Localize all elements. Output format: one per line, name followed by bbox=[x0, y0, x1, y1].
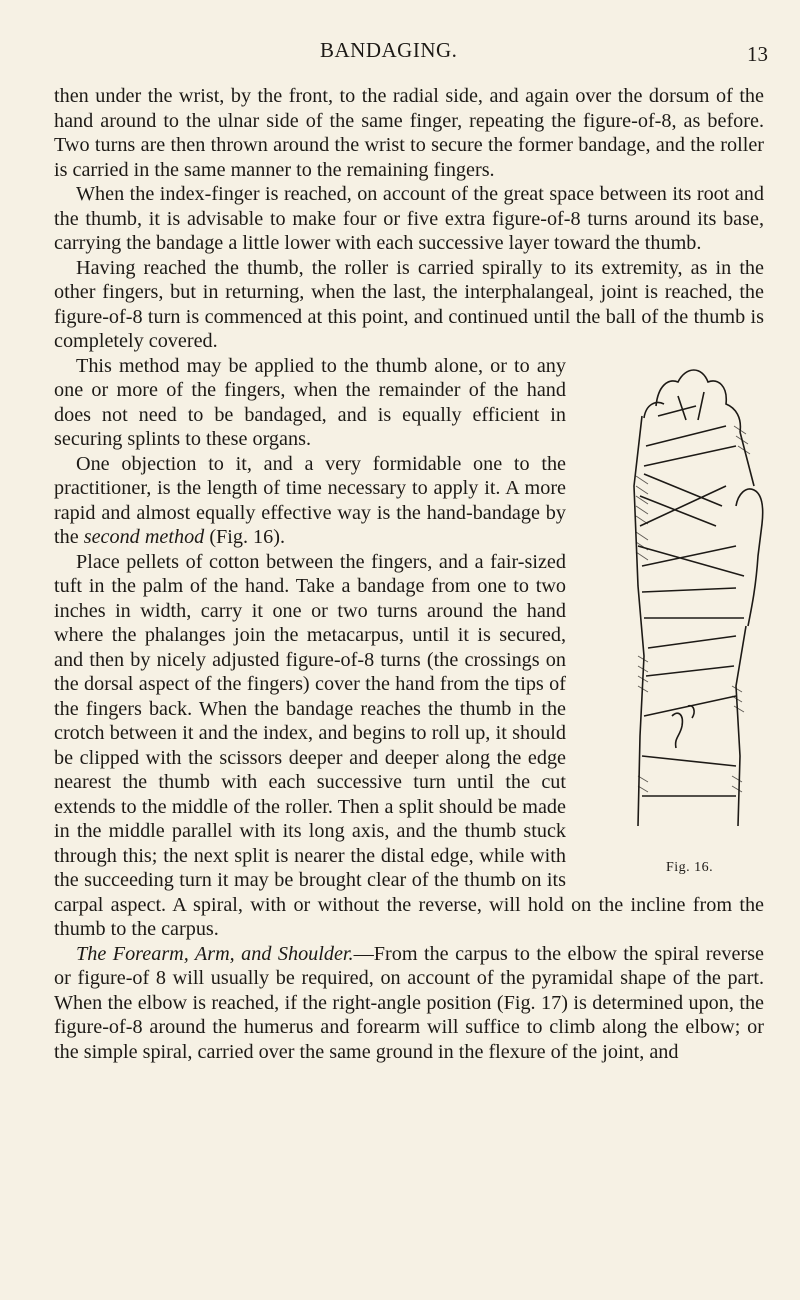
figure-16 bbox=[586, 356, 774, 890]
paragraph-7 bbox=[54, 942, 764, 1065]
paragraph-4: This method may be applied to the thumb alone, or to any one or more of the fingers, when the remainder of the hand does not need to be bandaged, and is equally efficient in securing splints to these organs. bbox=[54, 354, 566, 450]
bandage-turns bbox=[638, 426, 744, 796]
fig-16-reference: (Fig. 16). bbox=[204, 526, 286, 548]
paragraph-5-text: One objection to it, and a very formidable one to the practitioner, is the length of time necessary to apply it. A more rapid and almost equally effective way is the hand-bandage by the bbox=[54, 452, 566, 548]
second-method-emphasis: second method bbox=[83, 526, 205, 548]
paragraph-2: When the index-finger is reached, on account of the great space between its root and the thumb, it is advisable to make four or five extra figure-of-8 turns around its base, carrying the bandage a little lower with each successive layer toward the thumb. bbox=[54, 183, 764, 254]
thumb-outline bbox=[736, 488, 763, 625]
figure-caption: Fig. 16. bbox=[666, 859, 714, 875]
bandaged-hand-illustration bbox=[586, 356, 774, 890]
page-number: 13 bbox=[747, 42, 768, 66]
paragraph-3-text: Having reached the thumb, the roller is carried spirally to its extremity, as in the other fingers, but in returning, when the last, the interphalangeal, joint is reached, the figure-of-8 turn is commenced at this point, and continued until the ball of the thumb is completely covered. bbox=[54, 256, 764, 352]
page-header bbox=[0, 38, 800, 68]
finger-tips-outline bbox=[656, 370, 740, 432]
paragraph-1: then under the wrist, by the front, to the radial side, and again over the dorsum of the hand around to the ulnar side of the same finger, repeating the figure-of-8, as before. Two turns are then thrown around the wrist to secure the former bandage, and the roller is carried in the same manner to the remaining fingers. bbox=[54, 85, 764, 181]
paragraph-7-text: —From the carpus to the elbow the spiral reverse or figure-of 8 will usually be required, on account of the pyramidal shape of the part. When the elbow is reached, if the right-angle position (Fig. 17) is determined upon, the figure-of-8 around the humerus and forearm will suffice to climb along the elbow; or the simple spiral, carried over the same ground in the flexure of the joint, and bbox=[54, 942, 764, 1063]
paragraph-6: Place pellets of cotton between the fingers, and a fair-sized tuft in the palm of the hand. Take a bandage from one to two inches in width, carry it one or two turns around the hand where the phalanges join the metacarpus, until it is secured, and then by nicely adjusted figure-of-8 turns (the crossings on the dorsal aspect of the fingers) cover the hand from the tips of the fingers back. When the bandage reaches the thumb in the crotch between it and the index, and begins to roll up, it should be clipped with the scissors deeper and deeper along the edge nearest the thumb with each successive turn until the cut extends to the middle of the roller. Then a split should be made in the middle parallel with its long axis, and the thumb stuck through this; the next split is nearer the distal edge, while with the succeeding turn it may be brought clear of the thumb on its carpal aspect. A spiral, with or without the reverse, will hold on the incline from the thumb to the carpus. bbox=[54, 550, 764, 940]
paragraph-3 bbox=[54, 256, 764, 354]
running-title: BANDAGING. bbox=[320, 38, 458, 62]
section-heading-forearm: The Forearm, Arm, and Shoulder. bbox=[76, 942, 354, 965]
body-text bbox=[54, 84, 764, 1064]
